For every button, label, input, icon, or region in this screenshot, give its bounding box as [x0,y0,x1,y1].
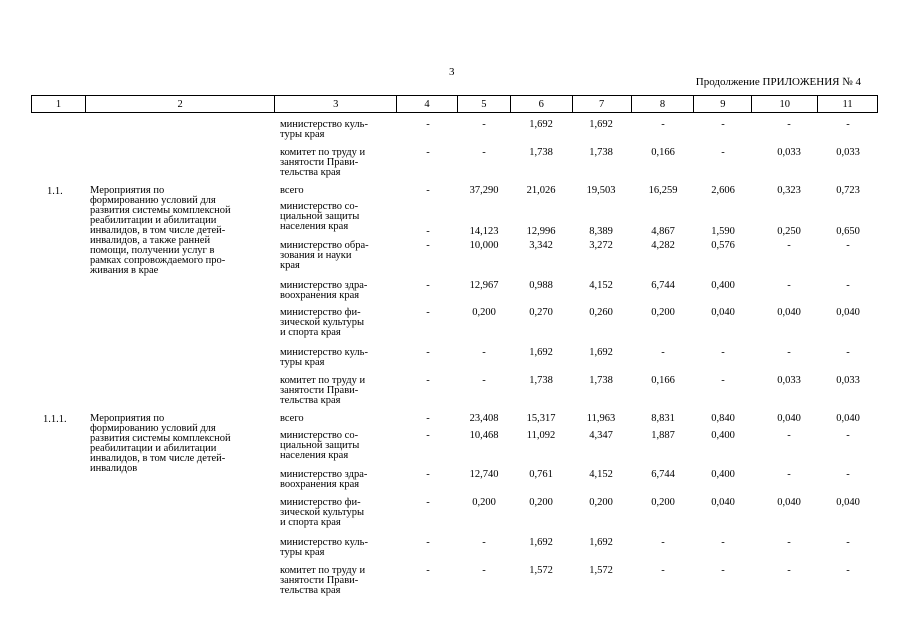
value-cell: 0,200 [651,497,675,508]
value-cell: 1,738 [529,375,553,386]
value-cell: - [426,226,430,237]
value-cell: - [426,280,430,291]
value-cell: - [426,307,430,318]
value-cell: 6,744 [651,469,675,480]
value-cell: 0,040 [836,307,860,318]
header-cell: 3 [275,96,397,112]
header-cell: 8 [632,96,695,112]
value-cell: 0,988 [529,280,553,291]
value-cell: - [426,565,430,576]
agency-cell: всего [280,413,304,424]
value-cell: - [721,565,725,576]
value-cell: 11,092 [526,430,556,441]
value-cell: 6,744 [651,280,675,291]
header-cell: 10 [752,96,818,112]
value-cell: 0,040 [836,497,860,508]
value-cell: 11,963 [586,413,616,424]
value-cell: 1,572 [589,565,613,576]
value-cell: - [846,469,850,480]
value-cell: 0,040 [711,307,735,318]
section-code: 1.1.1. [43,414,67,425]
value-cell: 4,867 [651,226,675,237]
value-cell: - [426,240,430,251]
value-cell: - [482,347,486,358]
value-cell: - [661,347,665,358]
value-cell: 1,738 [529,147,553,158]
value-cell: 4,152 [589,280,613,291]
page-number: 3 [449,66,455,78]
header-cell: 5 [458,96,511,112]
value-cell: - [721,375,725,386]
value-cell: 0,270 [529,307,553,318]
value-cell: 10,468 [469,430,499,441]
section-description: Мероприятия по формированию условий для развития системы комплексной реабилитации и абилитации инвалидов, в том числе детей- инвалидов, а также ранней помощи, получении услуг в рамках сопровождаемого про- живания в крае [90,185,231,276]
value-cell: - [482,147,486,158]
agency-cell: всего [280,185,304,196]
value-cell: - [426,375,430,386]
value-cell: - [787,347,791,358]
value-cell: - [846,240,850,251]
value-cell: 1,590 [711,226,735,237]
agency-cell: министерство обра- зования и науки края [280,240,369,271]
value-cell: - [846,537,850,548]
value-cell: 0,840 [711,413,735,424]
value-cell: - [426,469,430,480]
value-cell: 0,033 [777,375,801,386]
value-cell: 0,033 [777,147,801,158]
header-cell: 9 [694,96,752,112]
value-cell: 0,040 [777,497,801,508]
value-cell: 1,572 [529,565,553,576]
value-cell: - [426,413,430,424]
agency-cell: министерство куль- туры края [280,537,368,558]
value-cell: - [482,565,486,576]
value-cell: 12,967 [469,280,499,291]
header-cell: 7 [573,96,632,112]
value-cell: - [787,565,791,576]
value-cell: - [426,347,430,358]
value-cell: - [787,119,791,130]
value-cell: - [846,280,850,291]
value-cell: 37,290 [469,185,499,196]
value-cell: 16,259 [648,185,678,196]
value-cell: 0,761 [529,469,553,480]
value-cell: 21,026 [526,185,556,196]
value-cell: - [426,147,430,158]
agency-cell: комитет по труду и занятости Прави- тельства края [280,565,366,596]
value-cell: 1,692 [529,119,553,130]
header-cell: 2 [86,96,276,112]
value-cell: - [721,347,725,358]
value-cell: - [721,537,725,548]
continuation-caption: Продолжение ПРИЛОЖЕНИЯ № 4 [695,76,861,88]
value-cell: 23,408 [469,413,499,424]
agency-cell: министерство куль- туры края [280,347,368,368]
value-cell: 0,040 [836,413,860,424]
value-cell: - [721,119,725,130]
agency-cell: министерство фи- зической культуры и спорта края [280,307,365,338]
value-cell: - [787,537,791,548]
value-cell: - [787,430,791,441]
value-cell: - [787,469,791,480]
value-cell: 8,831 [651,413,675,424]
agency-cell: министерство со- циальной защиты населения края [280,430,360,461]
value-cell: 10,000 [469,240,499,251]
value-cell: - [482,119,486,130]
agency-cell: комитет по труду и занятости Прави- тельства края [280,375,366,406]
value-cell: - [846,119,850,130]
value-cell: 0,040 [777,413,801,424]
value-cell: 0,260 [589,307,613,318]
agency-cell: министерство здра- воохранения края [280,280,368,301]
value-cell: - [426,537,430,548]
value-cell: 0,200 [529,497,553,508]
value-cell: 0,323 [777,185,801,196]
value-cell: 15,317 [526,413,556,424]
value-cell: 0,200 [472,307,496,318]
section-description: Мероприятия по формированию условий для развития системы комплексной реабилитации и абилитации инвалидов, в том числе детей- инвалидов [90,413,231,474]
value-cell: - [787,280,791,291]
agency-cell: комитет по труду и занятости Прави- тельства края [280,147,366,178]
table-header [31,95,878,113]
value-cell: 0,040 [777,307,801,318]
agency-cell: министерство со- циальной защиты населения края [280,201,360,232]
value-cell: - [426,119,430,130]
agency-cell: министерство здра- воохранения края [280,469,368,490]
value-cell: 1,692 [589,347,613,358]
value-cell: 0,400 [711,280,735,291]
value-cell: - [787,240,791,251]
header-cell: 1 [32,96,86,112]
value-cell: 1,738 [589,375,613,386]
value-cell: 0,723 [836,185,860,196]
value-cell: 12,996 [526,226,556,237]
value-cell: 0,576 [711,240,735,251]
value-cell: 1,887 [651,430,675,441]
value-cell: 0,033 [836,147,860,158]
header-cell: 11 [842,98,853,110]
header-cell: 6 [511,96,573,112]
value-cell: 1,692 [589,537,613,548]
value-cell: - [482,537,486,548]
value-cell: - [426,497,430,508]
section-code: 1.1. [47,186,63,197]
value-cell: 0,400 [711,430,735,441]
value-cell: - [482,375,486,386]
value-cell: 0,200 [472,497,496,508]
value-cell: 0,040 [711,497,735,508]
value-cell: 3,342 [529,240,553,251]
value-cell: 4,152 [589,469,613,480]
value-cell: 4,282 [651,240,675,251]
value-cell: 1,738 [589,147,613,158]
value-cell: 0,033 [836,375,860,386]
value-cell: 8,389 [589,226,613,237]
value-cell: 0,200 [651,307,675,318]
value-cell: 0,650 [836,226,860,237]
value-cell: 19,503 [586,185,616,196]
value-cell: - [426,430,430,441]
value-cell: - [846,565,850,576]
value-cell: 1,692 [529,537,553,548]
header-cell: 4 [397,96,458,112]
value-cell: 1,692 [589,119,613,130]
value-cell: 4,347 [589,430,613,441]
value-cell: 0,166 [651,147,675,158]
value-cell: 0,200 [589,497,613,508]
value-cell: 3,272 [589,240,613,251]
value-cell: 12,740 [469,469,499,480]
value-cell: - [721,147,725,158]
value-cell: - [846,347,850,358]
value-cell: 14,123 [469,226,499,237]
agency-cell: министерство фи- зической культуры и спорта края [280,497,365,528]
value-cell: - [661,119,665,130]
value-cell: - [426,185,430,196]
value-cell: 0,250 [777,226,801,237]
value-cell: 2,606 [711,185,735,196]
value-cell: 1,692 [529,347,553,358]
value-cell: - [661,537,665,548]
value-cell: 0,166 [651,375,675,386]
agency-cell: министерство куль- туры края [280,119,368,140]
value-cell: - [846,430,850,441]
value-cell: 0,400 [711,469,735,480]
value-cell: - [661,565,665,576]
